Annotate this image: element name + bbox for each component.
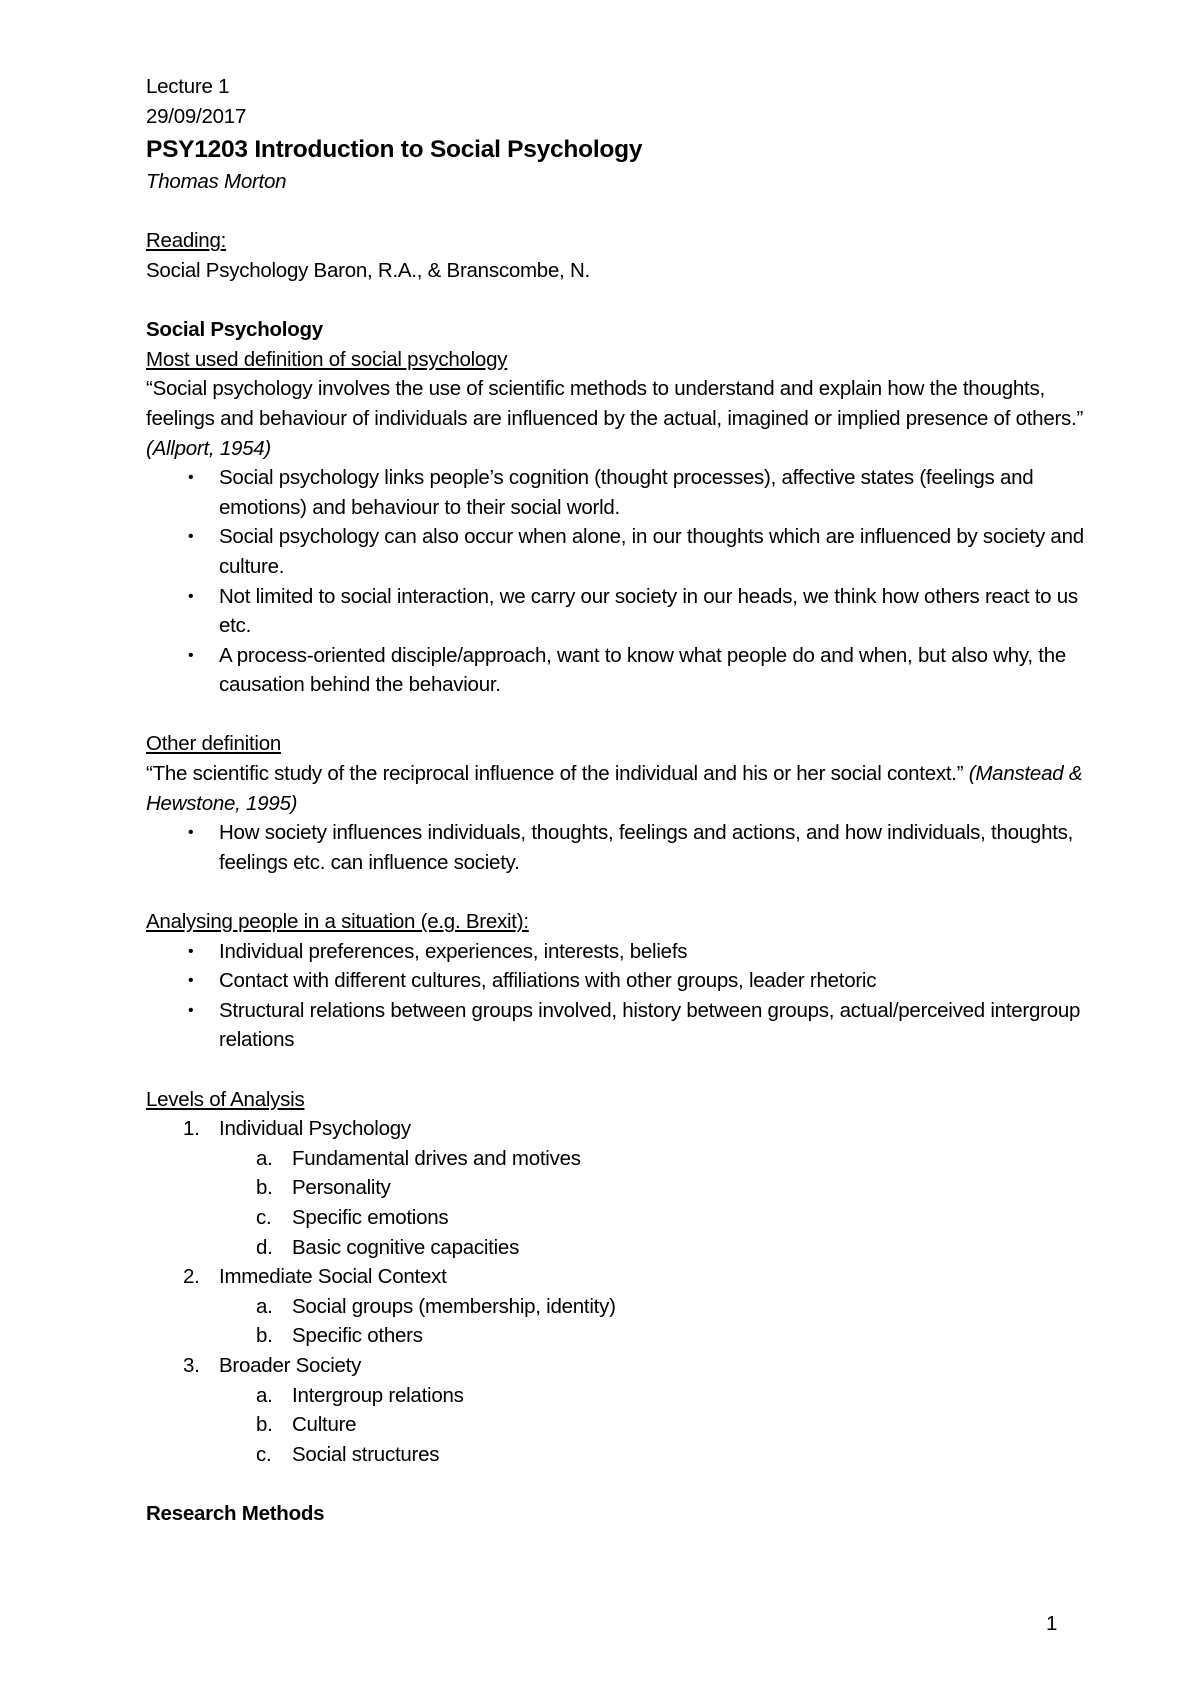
list-item <box>146 463 1086 522</box>
list-letter: a. <box>256 1383 273 1407</box>
list-item-text: Immediate Social Context <box>219 1265 447 1289</box>
section-heading-social-psychology: Social Psychology <box>146 318 323 342</box>
list-item <box>146 522 1086 581</box>
list-item-text: Specific emotions <box>292 1205 449 1229</box>
bullet-icon: • <box>188 942 194 960</box>
subheading-other-definition: Other definition <box>146 732 282 756</box>
list-item-text: Social psychology can also occur when alone, in our thoughts which are influenced by society and culture. <box>219 525 1084 578</box>
definition-quote <box>146 374 1086 463</box>
list-item <box>146 1262 1086 1351</box>
list-item <box>146 1114 1086 1262</box>
spacer <box>146 197 1086 227</box>
sub-list <box>219 1144 1086 1262</box>
list-item-text: Personality <box>292 1176 391 1200</box>
list-letter: d. <box>256 1235 273 1259</box>
list-item <box>219 1410 1086 1440</box>
sub-list <box>219 1292 1086 1351</box>
list-item <box>219 1173 1086 1203</box>
list-number: 3. <box>183 1353 200 1377</box>
list-item-text: Intergroup relations <box>292 1383 464 1407</box>
bullet-list-analysing <box>146 937 1086 1055</box>
list-item-text: Social structures <box>292 1442 440 1466</box>
document-title: PSY1203 Introduction to Social Psychology <box>146 136 643 164</box>
citation: (Manstead & Hewstone, 1995) <box>146 762 1083 815</box>
quote-text: “The scientific study of the reciprocal influence of the individual and his or her social context.” <box>146 762 964 786</box>
page-number: 1 <box>1046 1612 1058 1635</box>
other-definition-quote <box>146 759 1086 818</box>
sub-list <box>219 1381 1086 1470</box>
list-item-text: Structural relations between groups involved, history between groups, actual/perceived intergroup relations <box>219 998 1081 1052</box>
bullet-icon: • <box>188 469 194 487</box>
spacer <box>146 286 1086 316</box>
list-item-text: Not limited to social interaction, we carry our society in our heads, we think how others react to us etc. <box>219 584 1078 638</box>
list-item <box>146 966 1086 996</box>
section-heading-research-methods: Research Methods <box>146 1501 325 1525</box>
reading-text: Social Psychology Baron, R.A., & Branscombe, N. <box>146 258 591 282</box>
bullet-icon: • <box>188 972 194 990</box>
list-item <box>146 641 1086 700</box>
list-item <box>146 937 1086 967</box>
list-item-text: Basic cognitive capacities <box>292 1235 520 1259</box>
bullet-icon: • <box>188 646 194 664</box>
subheading-analysing: Analysing people in a situation (e.g. Brexit): <box>146 910 529 934</box>
lecture-label: Lecture 1 <box>146 75 230 98</box>
list-letter: a. <box>256 1294 273 1318</box>
list-item-text: Social groups (membership, identity) <box>292 1294 616 1318</box>
list-number: 2. <box>183 1265 200 1289</box>
lecturer-name: Thomas Morton <box>146 170 287 194</box>
bullet-icon: • <box>188 587 194 605</box>
spacer <box>146 700 1086 730</box>
list-item <box>146 1351 1086 1469</box>
list-letter: b. <box>256 1324 273 1348</box>
list-item <box>146 582 1086 641</box>
bullet-icon: • <box>188 1001 194 1019</box>
spacer <box>146 1055 1086 1085</box>
list-item-text: Fundamental drives and motives <box>292 1146 581 1170</box>
list-item <box>146 996 1086 1055</box>
list-item <box>146 818 1086 877</box>
list-item-text: Social psychology links people’s cognition (thought processes), affective states (feelings and emotions) and behaviour to their social world. <box>219 466 1034 519</box>
list-letter: c. <box>256 1205 272 1229</box>
list-item-text: A process-oriented disciple/approach, want to know what people do and when, but also why, the causation behind the behaviour. <box>219 643 1067 697</box>
list-item-text: Individual Psychology <box>219 1117 411 1141</box>
document-body <box>146 72 1086 1529</box>
list-item-text: How society influences individuals, thoughts, feelings and actions, and how individuals, thoughts, feelings etc. can influence society. <box>219 821 1074 874</box>
bullet-list-social-psychology <box>146 463 1086 700</box>
list-item-text: Culture <box>292 1413 357 1437</box>
numbered-list-levels <box>146 1114 1086 1469</box>
spacer <box>146 1469 1086 1499</box>
list-item <box>219 1321 1086 1351</box>
subheading-levels-of-analysis: Levels of Analysis <box>146 1087 305 1111</box>
spacer <box>146 877 1086 907</box>
bullet-icon: • <box>188 528 194 546</box>
list-number: 1. <box>183 1117 200 1141</box>
reading-heading: Reading: <box>146 229 227 253</box>
bullet-list-other-definition <box>146 818 1086 877</box>
citation: (Allport, 1954) <box>146 436 272 460</box>
bullet-icon: • <box>188 824 194 842</box>
list-item <box>219 1292 1086 1322</box>
list-item <box>219 1233 1086 1263</box>
subheading-most-used-definition: Most used definition of social psychology <box>146 347 508 371</box>
list-item <box>219 1203 1086 1233</box>
list-letter: b. <box>256 1413 273 1437</box>
lecture-date: 29/09/2017 <box>146 104 247 128</box>
list-item-text: Contact with different cultures, affiliations with other groups, leader rhetoric <box>219 969 877 993</box>
list-item-text: Individual preferences, experiences, interests, beliefs <box>219 939 688 963</box>
list-item-text: Broader Society <box>219 1353 362 1377</box>
list-item-text: Specific others <box>292 1324 423 1348</box>
list-item <box>219 1381 1086 1411</box>
list-letter: c. <box>256 1442 272 1466</box>
list-letter: a. <box>256 1146 273 1170</box>
list-item <box>219 1144 1086 1174</box>
list-letter: b. <box>256 1176 273 1200</box>
list-item <box>219 1440 1086 1470</box>
quote-text: “Social psychology involves the use of scientific methods to understand and explain how the thoughts, feelings and behaviour of individuals are influenced by the actual, imagined or implied presence of others.” <box>146 377 1084 430</box>
